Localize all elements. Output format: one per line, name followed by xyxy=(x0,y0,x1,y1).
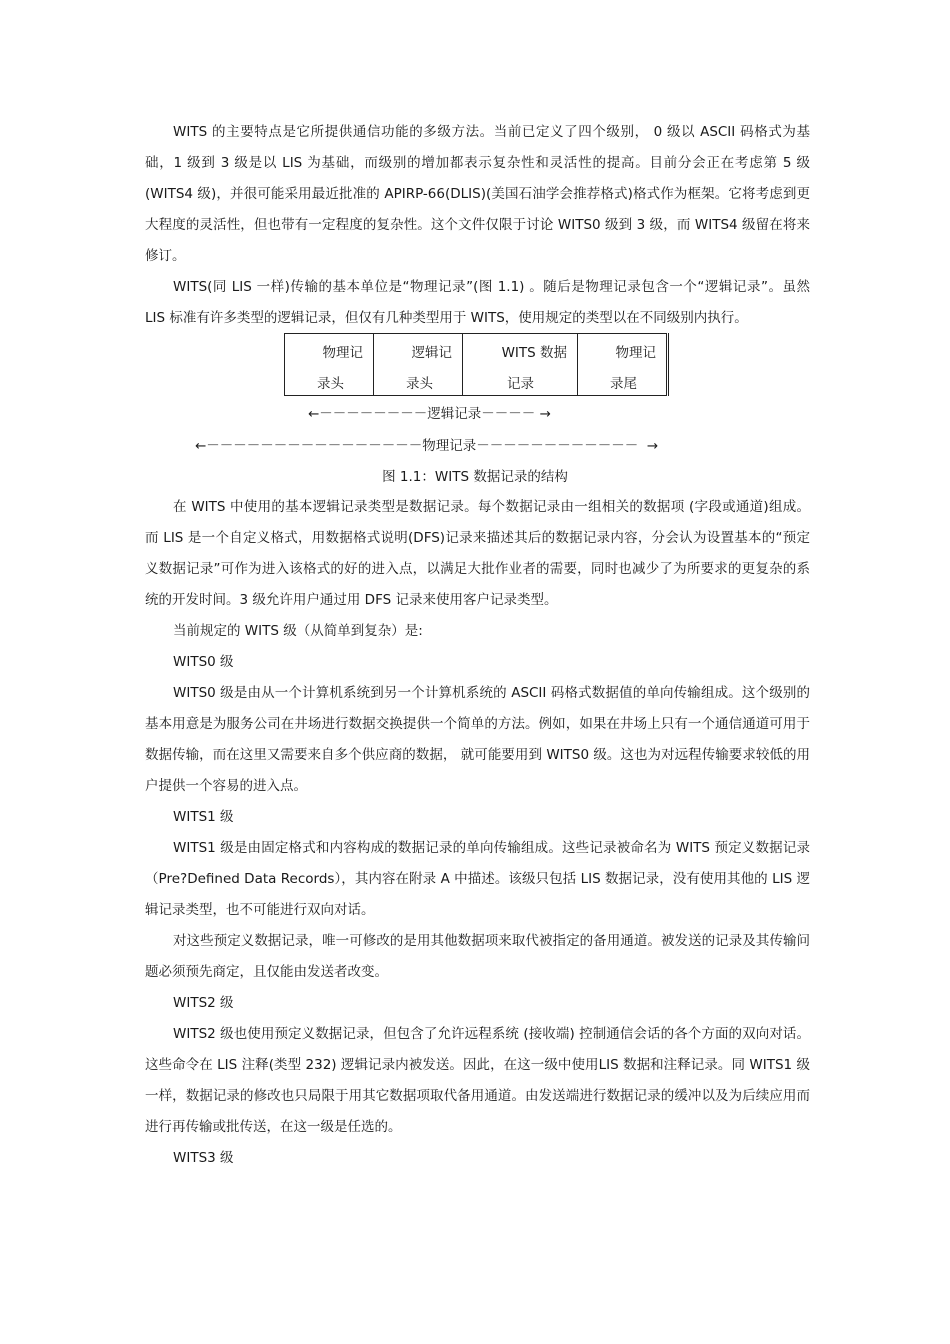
figure-cell-line2: 录头 xyxy=(317,376,344,392)
figure-cell-line2: 录尾 xyxy=(610,376,637,392)
paragraph-logical-record-types: 在 WITS 中使用的基本逻辑记录类型是数据记录。每个数据记录由一组相关的数据项 (字段或通道)组成。而 LIS 是一个自定义格式，用数据格式说明(DFS)记录来描述其后的数据记录内容，分会认为设置基本的“预定义数据记录”可作为进入该格式的好的进入点，以满足大批作业者的需要，同时也减少了为所要求的更复杂的系统的开发时间。3 级允许用户通过用 DFS 记录来使用客户记录类型。 xyxy=(145,499,810,608)
record-structure-figure xyxy=(284,333,669,396)
figure-cell-logical-header xyxy=(374,334,463,396)
figure-cell-line1: 物理记 xyxy=(322,345,363,361)
physical-record-arrow: ←－－－－－－－－－－－－－－－－物理记录－－－－－－－－－－－－ → xyxy=(195,438,659,454)
paragraph-wits-levels-intro: WITS 的主要特点是它所提供通信功能的多级方法。当前已定义了四个级别， 0 级以 ASCII 码格式为基础，1 级到 3 级是以 LIS 为基础，而级别的增加都表示复杂性和灵活性的提高。目前分会正在考虑第 5 级(WITS4 级)，并很可能采用最近批准的 APIRP-66(DLIS)(美国石油学会推荐格式)格式作为框架。它将考虑到更大程度的灵活性，但也带有一定程度的复杂性。这个文件仅限于讨论 WITS0 级到 3 级，而 WITS4 级留在将来修订。 xyxy=(145,124,810,264)
paragraph-current-levels: 当前规定的 WITS 级（从简单到复杂）是: xyxy=(173,623,423,639)
paragraph-predefined-records: 对这些预定义数据记录，唯一可修改的是用其他数据项来取代被指定的备用通道。被发送的记录及其传输问题必须预先商定，且仅能由发送者改变。 xyxy=(145,933,810,980)
heading-wits1: WITS1 级 xyxy=(173,809,234,825)
figure-cell-line1: 物理记 xyxy=(615,345,656,361)
heading-wits0: WITS0 级 xyxy=(173,654,234,670)
heading-wits2: WITS2 级 xyxy=(173,995,234,1011)
figure-cell-physical-trailer xyxy=(578,334,668,396)
figure-cell-line2: 记录 xyxy=(507,376,534,392)
paragraph-physical-record: WITS(同 LIS 一样)传输的基本单位是“物理记录”(图 1.1) 。随后是物理记录包含一个“逻辑记录”。虽然 LIS 标准有许多类型的逻辑记录，但仅有几种类型用于 WITS，使用规定的类型以在不同级别内执行。 xyxy=(145,279,810,326)
paragraph-wits0: WITS0 级是由从一个计算机系统到另一个计算机系统的 ASCII 码格式数据值的单向传输组成。这个级别的基本用意是为服务公司在井场进行数据交换提供一个简单的方法。例如，如果在井场上只有一个通信通道可用于数据传输，而在这里又需要来自多个供应商的数据， 就可能要用到 WITS0 级。这也为对远程传输要求较低的用户提供一个容易的进入点。 xyxy=(145,685,810,794)
paragraph-wits2: WITS2 级也使用预定义数据记录，但包含了允许远程系统 (接收端) 控制通信会话的各个方面的双向对话。这些命令在 LIS 注释(类型 232) 逻辑记录内被发送。因此，在这一级中使用LIS 数据和注释记录。同 WITS1 级一样，数据记录的修改也只局限于用其它数据项取代备用通道。由发送端进行数据记录的缓冲以及为后续应用而进行再传输或批传送，在这一级是任选的。 xyxy=(145,1026,810,1135)
paragraph-wits1: WITS1 级是由固定格式和内容构成的数据记录的单向传输组成。这些记录被命名为 WITS 预定义数据记录（Pre?Defined Data Records），其内容在附录 A 中描述。该级只包括 LIS 数据记录，没有使用其他的 LIS 逻辑记录类型，也不可能进行双向对话。 xyxy=(145,840,810,918)
heading-wits3: WITS3 级 xyxy=(173,1150,234,1166)
logical-record-arrow: ←－－－－－－－－逻辑记录－－－－ → xyxy=(308,406,551,422)
figure-caption: 图 1.1：WITS 数据记录的结构 xyxy=(382,469,568,485)
figure-cell-line1: WITS 数据 xyxy=(501,345,567,361)
figure-cell-line1: 逻辑记 xyxy=(411,345,452,361)
figure-cell-line2: 录头 xyxy=(406,376,433,392)
figure-cell-wits-data xyxy=(463,334,578,396)
figure-cell-physical-header xyxy=(285,334,374,396)
